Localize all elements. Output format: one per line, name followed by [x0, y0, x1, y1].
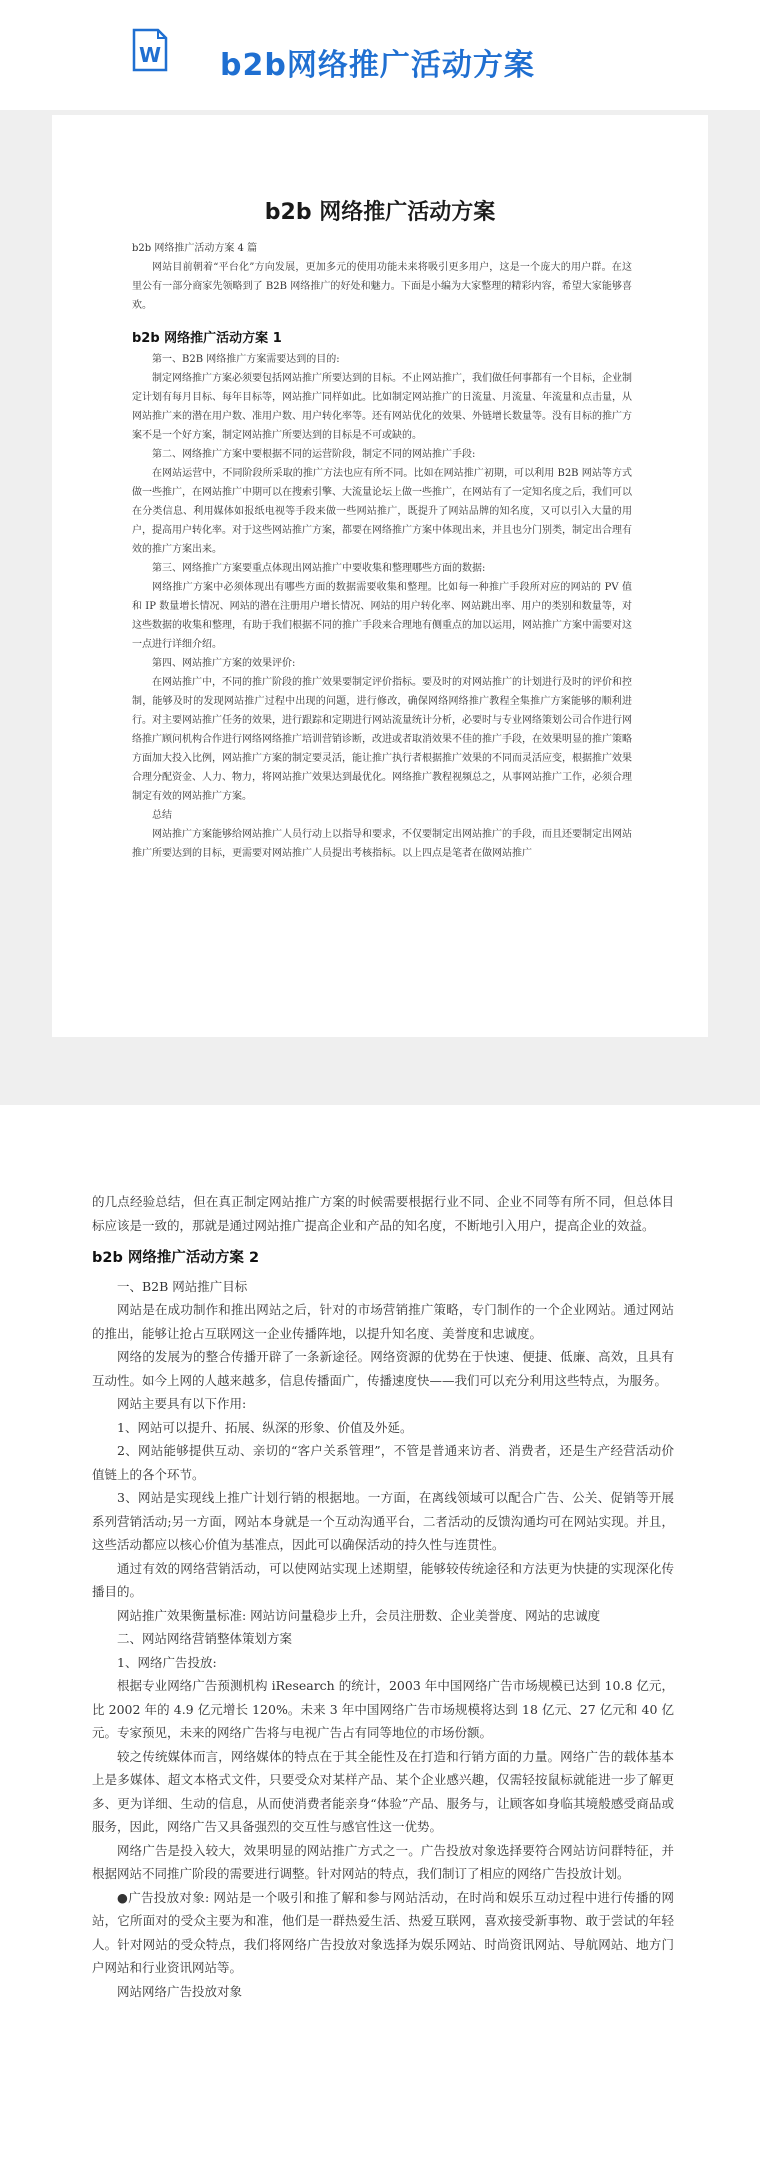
paragraph: 网络广告是投入较大，效果明显的网站推广方式之一。广告投放对象选择要符合网站访问群特征，并根据网站不同推广阶段的需要进行调整。针对网站的特点，我们制订了相应的网络广告投放计划。: [92, 1842, 674, 1881]
document-banner: [0, 0, 760, 110]
paragraph: 网站网络广告投放对象: [117, 1983, 243, 1999]
paragraph: 较之传统媒体而言，网络媒体的特点在于其全能性及在打造和行销方面的力量。网络广告的载体基本上是多媒体、超文本格式文件，只要受众对某样产品、某个企业感兴趣，仅需轻按鼠标就能进一步了解更多、更为详细、生动的信息，从而使消费者能亲身“体验”产品、服务与，让顾客如身临其境般感受商品或服务，因此，网络广告又具备强烈的交互性与感官性这一优势。: [92, 1748, 674, 1834]
paragraph: 第四、网站推广方案的效果评价:: [152, 658, 296, 669]
banner-title: b2b网络推广活动方案: [220, 48, 535, 83]
paragraph: 第三、网络推广方案要重点体现出网站推广中要收集和整理哪些方面的数据:: [152, 563, 486, 574]
page-1-body: [132, 239, 632, 863]
continuation-paragraph: 的几点经验总结，但在真正制定网站推广方案的时候需要根据行业不同、企业不同等有所不同，但总体目标应该是一致的，那就是通过网站推广提高企业和产品的知名度，不断地引入用户，提高企业的效益。: [92, 1194, 674, 1233]
paragraph: 网站是在成功制作和推出网站之后，针对的市场营销推广策略，专门制作的一个企业网站。通过网站的推出，能够让抢占互联网这一企业传播阵地，以提升知名度、美誉度和忠诚度。: [92, 1302, 674, 1341]
paragraph: 1、网站可以提升、拓展、纵深的形象、价值及外延。: [117, 1419, 413, 1435]
paragraph: 3、网站是实现线上推广计划行销的根据地。一方面，在离线领域可以配合广告、公关、促销等开展系列营销活动;另一方面，网站本身就是一个互动沟通平台，二者活动的反馈沟通均可在网站实现。并且，这些活动都应以核心价值为基准点，因此可以确保活动的持久性与连贯性。: [92, 1490, 674, 1552]
word-document-icon: [132, 28, 168, 72]
paragraph: 第一、B2B 网络推广方案需要达到的目的:: [152, 354, 340, 365]
paragraph: 在网站运营中，不同阶段所采取的推广方法也应有所不同。比如在网站推广初期，可以利用 B2B 网站等方式做一些推广，在网站推广中期可以在搜索引擎、大流量论坛上做一些推广，在网站有了一定知名度之后，我们可以在分类信息、利用媒体如报纸电视等手段来做一些网站推广，既提升了网站品牌的知名度，又可以引入大量的用户，提高用户转化率。对于这些网站推广方案，都要在网络推广方案中体现出来，并且也分门别类，制定出合理有效的推广方案出来。: [132, 468, 632, 555]
paragraph: 网络推广方案中必须体现出有哪些方面的数据需要收集和整理。比如每一种推广手段所对应的网站的 PV 值和 IP 数量增长情况、网站的潜在注册用户增长情况、网站的用户转化率、网站跳出率、用户的类别和数量等，对这些数据的收集和整理，有助于我们根据不同的推广手段来合理地有侧重点的加以运用，网站推广方案中需要对这一点进行详细介绍。: [132, 582, 632, 650]
document-subtitle: b2b 网络推广活动方案 4 篇: [132, 243, 258, 254]
paragraph: 网站推广方案能够给网站推广人员行动上以指导和要求，不仅要制定出网站推广的手段，而且还要制定出网站推广所要达到的目标，更需要对网站推广人员提出考核指标。以上四点是笔者在做网站推广: [132, 829, 632, 859]
document-page-1: [52, 115, 708, 1037]
paragraph: 一、B2B 网站推广目标: [117, 1278, 248, 1294]
paragraph: 网站推广效果衡量标准: 网站访问量稳步上升，会员注册数、企业美誉度、网站的忠诚度: [117, 1607, 601, 1623]
paragraph: 总结: [152, 810, 172, 821]
document-title: b2b 网络推广活动方案: [264, 200, 496, 225]
paragraph: 制定网络推广方案必须要包括网站推广所要达到的目标。不止网站推广，我们做任何事都有一个目标，企业制定计划有每月目标、每年目标等，网站推广同样如此。比如制定网站推广的日流量、月流量、年流量和点击量，从网站推广来的潜在用户数、准用户数、用户转化率等。还有网站优化的效果、外链增长数量等。没有目标的推广方案不是一个好方案，制定网站推广所要达到的目标是不可或缺的。: [132, 373, 632, 441]
paragraph: 二、网站网络营销整体策划方案: [117, 1631, 293, 1646]
svg-text:W: W: [139, 43, 162, 67]
paragraph: 网络的发展为的整合传播开辟了一条新途径。网络资源的优势在于快速、便捷、低廉、高效，且具有互动性。如今上网的人越来越多，信息传播面广，传播速度快——我们可以充分利用这些特点，为服务。: [92, 1349, 674, 1388]
paragraph: 1、网络广告投放:: [117, 1654, 217, 1670]
section-heading-2: b2b 网络推广活动方案 2: [92, 1250, 260, 1266]
paragraph: 2、网站能够提供互动、亲切的“客户关系管理”，不管是普通来访者、消费者，还是生产经营活动价值链上的各个环节。: [92, 1443, 674, 1482]
intro-paragraph: 网站目前朝着“平台化”方向发展，更加多元的使用功能未来将吸引更多用户，这是一个庞大的用户群。在这里公有一部分商家先领略到了 B2B 网络推广的好处和魅力。下面是小编为大家整理的精彩内容，希望大家能够喜欢。: [132, 262, 632, 311]
document-page-2: [0, 1105, 760, 2178]
paragraph: 网站主要具有以下作用:: [117, 1396, 247, 1411]
paragraph: 通过有效的网络营销活动，可以使网站实现上述期望，能够较传统途径和方法更为快捷的实现深化传播目的。: [92, 1560, 674, 1599]
paragraph: 在网站推广中，不同的推广阶段的推广效果要制定评价指标。要及时的对网站推广的计划进行及时的评价和控制，能够及时的发现网站推广过程中出现的问题，进行修改，确保网络网络推广教程全集推广方案能够的顺利进行。对主要网站推广任务的效果，进行跟踪和定期进行网站流量统计分析，必要时与专业网络策划公司合作进行网络推广顾问机构合作进行网络网络推广培训营销诊断，改进或者取消效果不佳的推广手段，在效果明显的推广策略方面加大投入比例，网站推广方案的制定要灵活，能让推广执行者根据推广效果的不同而灵活应变，根据推广效果合理分配资金、人力、物力，将网站推广效果达到最优化。网络推广教程视频总之，从事网站推广工作，必须合理制定有效的网站推广方案。: [132, 677, 632, 802]
page-2-body: [92, 1190, 674, 2003]
section-heading-1: b2b 网络推广活动方案 1: [132, 331, 282, 346]
paragraph: 根据专业网络广告预测机构 iResearch 的统计，2003 年中国网络广告市场规模已达到 10.8 亿元，比 2002 年的 4.9 亿元增长 120%。未来 3 年中国网络广告市场规模将达到 18 亿元、27 亿元和 40 亿元。专家预见，未来的网络广告将与电视广告占有同等地位的市场份额。: [92, 1678, 674, 1740]
paragraph: 第二、网络推广方案中要根据不同的运营阶段，制定不同的网站推广手段:: [152, 449, 476, 460]
paragraph: ●广告投放对象: 网站是一个吸引和推了解和参与网站活动，在时尚和娱乐互动过程中进行传播的网站，它所面对的受众主要为和准，他们是一群热爱生活、热爱互联网，喜欢接受新事物、敢于尝试的年轻人。针对网站的受众特点，我们将网络广告投放对象选择为娱乐网站、时尚资讯网站、导航网站、地方门户网站和行业资讯网站等。: [92, 1889, 674, 1975]
